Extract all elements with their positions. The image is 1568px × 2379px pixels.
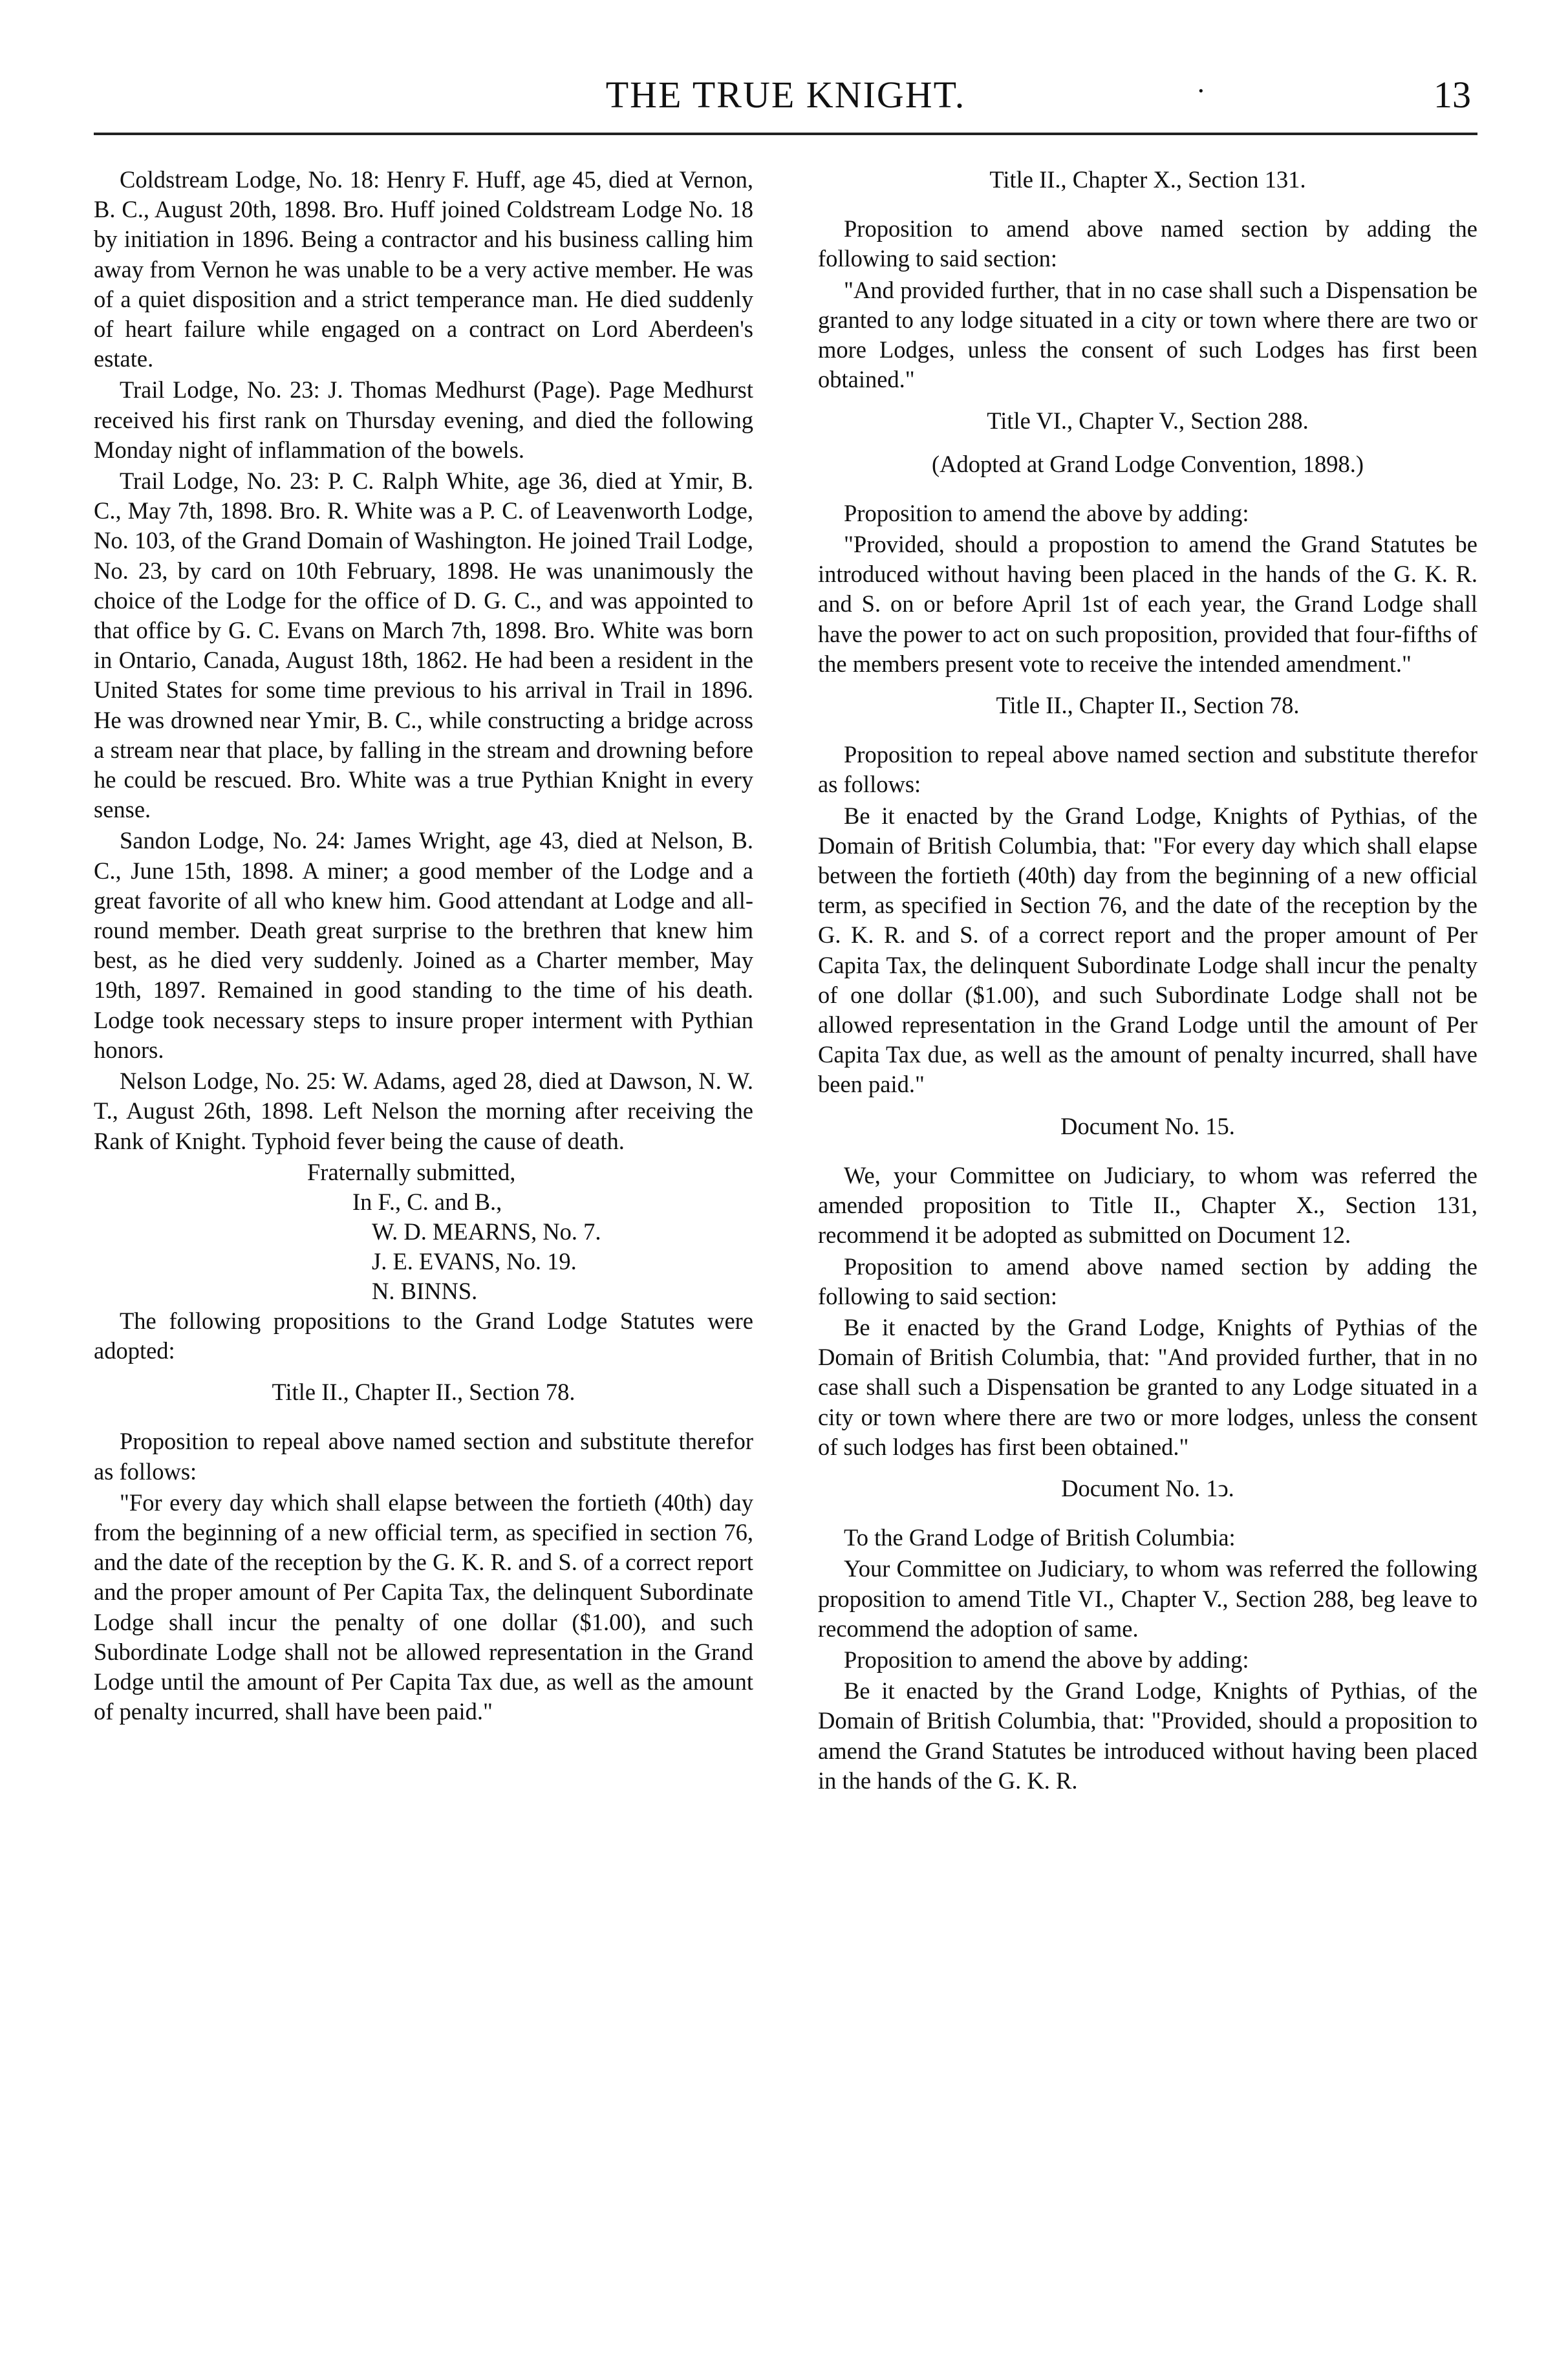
signature-line: Fraternally submitted, <box>307 1158 516 1185</box>
obituary-trail-medhurst: Trail Lodge, No. 23: J. Thomas Medhurst (Page). Page Medhurst received his first rank on Thursday evening, and died the following Monday night of inflammation of the bowels. <box>94 376 753 463</box>
signature-line: J. E. EVANS, No. 19. <box>372 1247 577 1275</box>
obituary-trail-white: Trail Lodge, No. 23: P. C. Ralph White, age 36, died at Ymir, B. C., May 7th, 1898. Bro. R. White was a P. C. of Leavenworth Lodge, No. 103, of the Grand Domain of Washington. He joined Trail Lodge, No. 23, by card on 10th February, 1898. He was unanimously the choice of the Lodge for the office of D. G. C., and was appointed to that office by G. C. Evans on March 7th, 1898. Bro. White was born in Ontario, Canada, August 18th, 1862. He had been a resident in the United States for some time previous to his arrival in Trail in 1896. He was drowned near Ymir, B. C., while constructing a bridge across a stream near that place, by falling in the stream and drowning before he could be rescued. Bro. White was a true Pythian Knight in every sense. <box>94 468 753 823</box>
text-columns <box>94 165 1477 1797</box>
document-heading: Document No. 1ↄ. <box>1061 1474 1234 1502</box>
page-header <box>94 61 1477 135</box>
proposition-paragraph: Proposition to repeal above named section and substitute therefor as follows: <box>818 741 1477 798</box>
proposition-text: "Provided, should a propostion to amend the Grand Statutes be introduced without having been placed in the hands of the G. K. R. and S. on or before April 1st of each year, the Grand Lodge shall have the power to act on such proposition, provided that four-fifths of the members present vote to receive the intended amendment." <box>818 531 1477 677</box>
committee-report: Your Committee on Judiciary, to whom was referred the following proposition to amend Title VI., Chapter V., Section 288, beg leave to recommend the adoption of same. <box>818 1555 1477 1642</box>
obituary-nelson: Nelson Lodge, No. 25: W. Adams, aged 28, died at Dawson, N. W. T., August 26th, 1898. Left Nelson the morning after receiving the Rank of Knight. Typhoid fever being the cause of death. <box>94 1068 753 1154</box>
publication-title: THE TRUE KNIGHT. <box>605 74 966 116</box>
newspaper-page <box>94 61 1477 2351</box>
left-column <box>94 165 753 1797</box>
obituary-coldstream: Coldstream Lodge, No. 18: Henry F. Huff, age 45, died at Vernon, B. C., August 20th, 1898. Bro. Huff joined Coldstream Lodge No. 18 by initiation in 1896. Being a contractor and his business calling him away from Vernon he was unable to be a very active member. He was of a quiet disposition and a strict temperance man. He died suddenly of heart failure while engaged on a contract on Lord Aberdeen's estate. <box>94 166 753 372</box>
proposition-text: Be it enacted by the Grand Lodge, Knights of Pythias, of the Domain of British Columbia, that: "Provided, should a proposition to amend the Grand Statutes be introduced without having been placed in the hands of the G. K. R. <box>818 1677 1477 1794</box>
signature-line: In F., C. and B., <box>352 1188 502 1215</box>
proposition-text: "For every day which shall elapse between the fortieth (40th) day from the beginning of a new official term, as specified in section 76, and the date of the reception by the G. K. R. and S. of a correct report and the proper amount of Per Capita Tax, the delinquent Subordinate Lodge shall incur the penalty of one dollar ($1.00), and such Subordinate Lodge shall not be allowed representation in the Grand Lodge until the amount of Per Capita Tax due, as well as the amount of penalty incurred, shall have been paid." <box>94 1489 753 1725</box>
proposition-text: Be it enacted by the Grand Lodge, Knights of Pythias, of the Domain of British Columbia, that: "For every day which shall elapse between the fortieth (40th) day from the beginning of a new official term, as specified in Section 76, and the date of the reception by the G. K. R. and S. of a correct report and the proper amount of Per Capita Tax, the delinquent Subordinate Lodge shall incur the penalty of one dollar ($1.00), and such Subordinate Lodge shall not be allowed representation in the Grand Lodge until the amount of Per Capita Tax due, as well as the amount of penalty incurred, shall have been paid." <box>818 802 1477 1098</box>
section-heading: Title II., Chapter II., Section 78. <box>272 1379 575 1406</box>
proposition-text: "And provided further, that in no case shall such a Dispensation be granted to any lodge situated in a city or town where there are two or more Lodges, unless the consent of such Lodges has first been obtained." <box>818 276 1477 393</box>
proposition-paragraph: Proposition to amend the above by adding: <box>844 499 1249 526</box>
section-subheading: (Adopted at Grand Lodge Convention, 1898.) <box>931 450 1364 477</box>
signature-block <box>307 1157 753 1306</box>
propositions-intro: The following propositions to the Grand Lodge Statutes were adopted: <box>94 1307 753 1364</box>
proposition-paragraph: Proposition to amend the above by adding: <box>844 1646 1249 1673</box>
page-number: 13 <box>1434 74 1471 116</box>
proposition-paragraph: Proposition to repeal above named section and substitute therefor as follows: <box>94 1428 753 1485</box>
document-heading: Document No. 15. <box>1060 1112 1235 1139</box>
signature-line: N. BINNS. <box>372 1277 478 1304</box>
committee-report: We, your Committee on Judiciary, to whom was referred the amended proposition to Title II., Chapter X., Section 131, recommend it be adopted as submitted on Document 12. <box>818 1161 1477 1249</box>
signature-line: W. D. MEARNS, No. 7. <box>372 1218 601 1245</box>
proposition-paragraph: Proposition to amend above named section by adding the following to said section: <box>818 215 1477 272</box>
section-heading: Title II., Chapter II., Section 78. <box>996 692 1300 719</box>
right-column <box>818 165 1477 1797</box>
address-line: To the Grand Lodge of British Columbia: <box>844 1524 1236 1551</box>
proposition-text: Be it enacted by the Grand Lodge, Knights of Pythias of the Domain of British Columbia, that: "And provided further, that in no case shall such a Dispensation be granted to any Lodge situated in a city or town where there are two or more lodges, unless the consent of such lodges has first been obtained." <box>818 1313 1477 1460</box>
proposition-paragraph: Proposition to amend above named section by adding the following to said section: <box>818 1253 1477 1309</box>
section-heading: Title VI., Chapter V., Section 288. <box>987 407 1309 435</box>
header-dot: · <box>1196 75 1206 107</box>
obituary-sandon: Sandon Lodge, No. 24: James Wright, age 43, died at Nelson, B. C., June 15th, 1898. A miner; a good member of the Lodge and a great favorite of all who knew him. Good attendant at Lodge and all-round member. Death great surprise to the brethren that knew him best, as he died very suddenly. Joined as a Charter member, May 19th, 1897. Remained in good standing to the time of his death. Lodge took necessary steps to insure proper interment with Pythian honors. <box>94 827 753 1063</box>
section-heading: Title II., Chapter X., Section 131. <box>989 166 1306 193</box>
